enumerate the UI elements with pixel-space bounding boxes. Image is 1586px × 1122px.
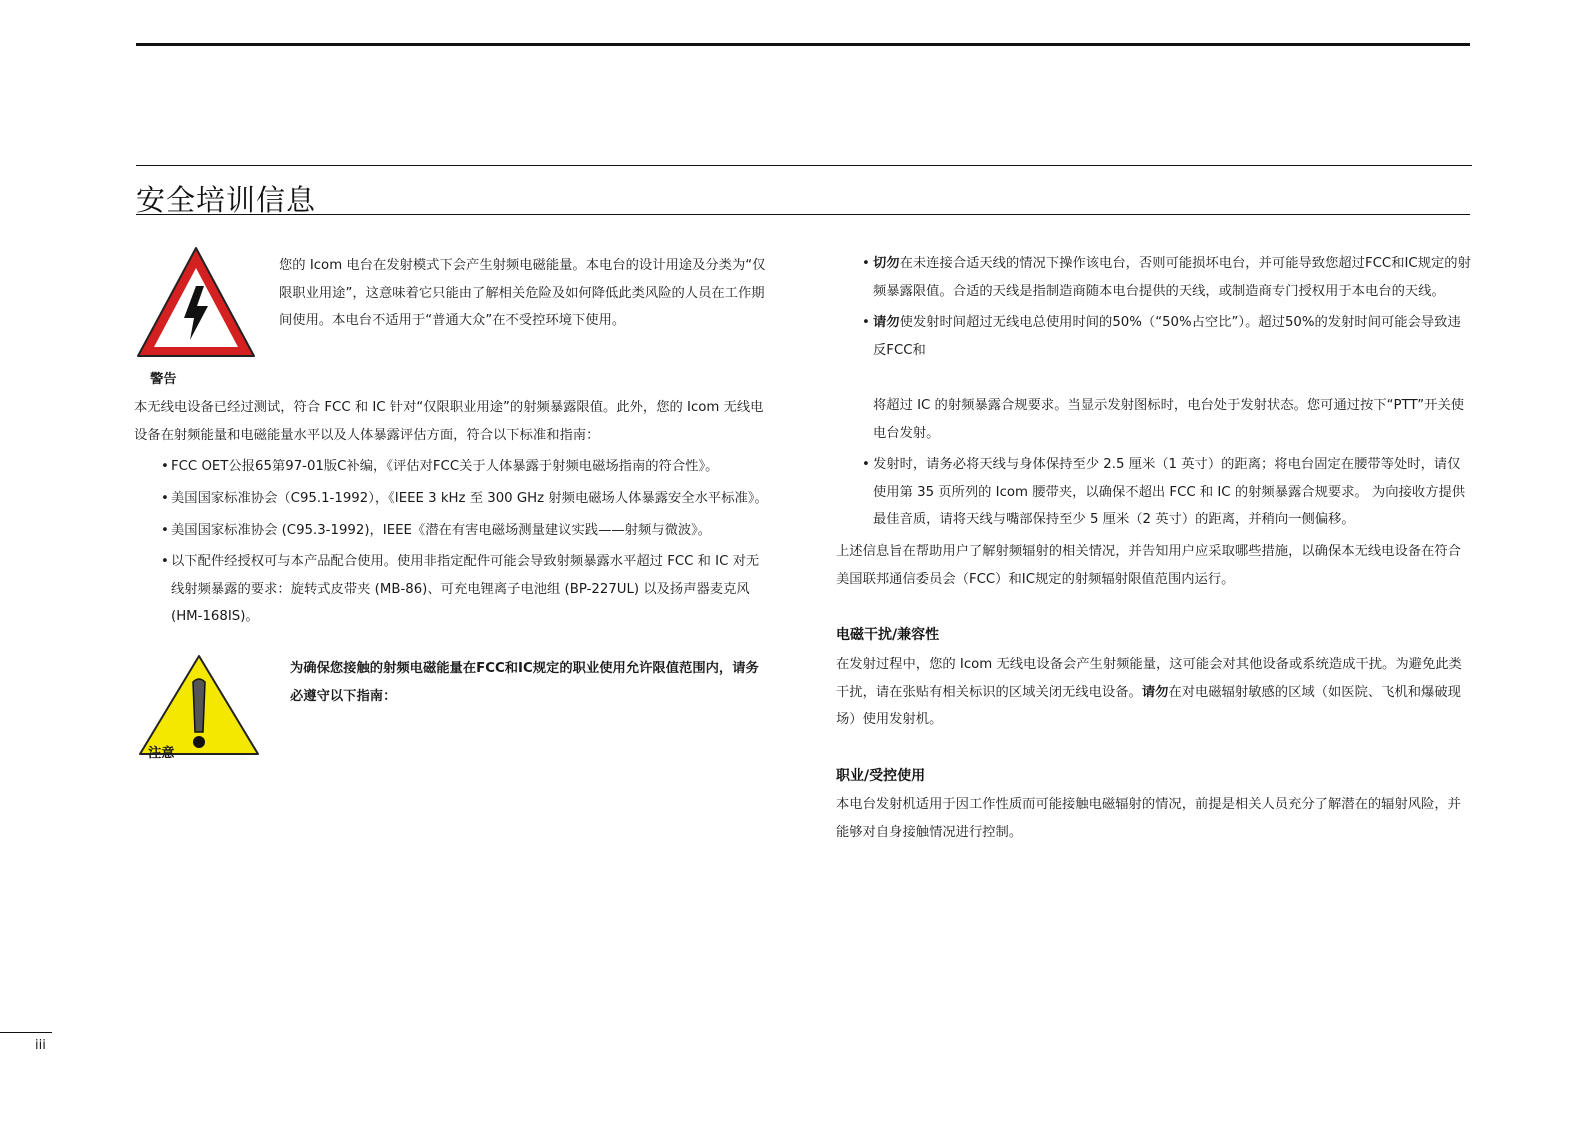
- guideline-2-text: 使发射时间超过无线电总使用时间的50%（“50%占空比”）。超过50%的发射时间可能会导致违反FCC和: [873, 315, 1461, 358]
- caution-label: 注意: [148, 746, 175, 760]
- summary-paragraph: 上述信息旨在帮助用户了解射频辐射的相关情况，并告知用户应采取哪些措施，以确保本无线电设备在符合美国联邦通信委员会（FCC）和IC规定的射频辐射限值范围内运行。: [836, 544, 1461, 587]
- guideline-item-2: [873, 309, 1473, 364]
- emi-heading: 电磁干扰/兼容性: [836, 627, 940, 643]
- title-bottom-rule: [136, 214, 1470, 215]
- standard-item-4: 以下配件经授权可与本产品配合使用。使用非指定配件可能会导致射频暴露水平超过 FCC 和 IC 对无线射频暴露的要求：旋转式皮带夹 (MB-86)、可充电锂离子电池组 (BP-227UL) 以及扬声器麦克风 (HM-168IS)。: [171, 554, 760, 624]
- standard-item-1: FCC OET公报65第97-01版C补编，《评估对FCC关于人体暴露于射频电磁场指南的符合性》。: [171, 459, 719, 474]
- standard-bullet-2: •: [161, 491, 169, 506]
- caution-exclamation-icon: [136, 652, 262, 758]
- standard-bullet-3: •: [161, 523, 169, 538]
- tested-paragraph: 本无线电设备已经过测试，符合 FCC 和 IC 针对“仅限职业用途”的射频暴露限值。此外，您的 Icom 无线电设备在射频能量和电磁能量水平以及人体暴露评估方面，符合以下标准和指南：: [134, 400, 764, 443]
- title-top-rule: [136, 165, 1472, 166]
- standard-item-3: 美国国家标准协会 (C95.3-1992)，IEEE《潜在有害电磁场测量建议实践——射频与微波》。: [171, 523, 712, 538]
- page-number: iii: [35, 1038, 46, 1053]
- guideline-item-3: 发射时，请务必将天线与身体保持至少 2.5 厘米（1 英寸）的距离；将电台固定在腰带等处时，请仅使用第 35 页所列的 Icom 腰带夹，以确保不超出 FCC 和 IC 的射频暴露合规要求。 为向接收方提供最佳音质，请将天线与嘴部保持至少 5 厘米（2 英寸）的距离，并稍向一侧偏移。: [873, 457, 1466, 527]
- guideline-bullet-3: •: [862, 457, 870, 472]
- emi-paragraph: [836, 651, 1472, 734]
- occupational-heading: 职业/受控使用: [836, 768, 926, 784]
- standard-bullet-1: •: [161, 459, 169, 474]
- standard-bullet-4: •: [161, 554, 169, 569]
- guideline-item-2-continued: 将超过 IC 的射频暴露合规要求。当显示发射图标时，电台处于发射状态。您可通过按下“PTT”开关使电台发射。: [873, 398, 1465, 441]
- top-rule: [136, 43, 1470, 46]
- caution-text: 为确保您接触的射频电磁能量在FCC和IC规定的职业使用允许限值范围内，请务必遵守以下指南：: [290, 661, 759, 704]
- guideline-bullet-2: •: [862, 315, 870, 330]
- guideline-bullet-1: •: [862, 256, 870, 271]
- emi-emphasis: 请勿: [1141, 684, 1169, 700]
- guideline-1-text: 在未连接合适天线的情况下操作该电台，否则可能损坏电台，并可能导致您超过FCC和IC规定的射频暴露限值。合适的天线是指制造商随本电台提供的天线，或制造商专门授权用于本电台的天线。: [873, 256, 1471, 299]
- guideline-item-1: [873, 250, 1473, 305]
- warning-label: 警告: [150, 372, 177, 387]
- page-title: 安全培训信息: [136, 183, 317, 217]
- standard-item-2: 美国国家标准协会（C95.1-1992），《IEEE 3 kHz 至 300 GHz 射频电磁场人体暴露安全水平标准》。: [171, 491, 768, 506]
- high-voltage-warning-icon: [134, 244, 258, 360]
- occupational-paragraph: 本电台发射机适用于因工作性质而可能接触电磁辐射的情况，前提是相关人员充分了解潜在的辐射风险，并能够对自身接触情况进行控制。: [836, 797, 1461, 840]
- emi-text-a: 在发射过程中，您的 Icom 无线电设备会产生射频能量，这可能会对其他设备或系统造成干扰。为避免此类干扰，请在张贴有相关标识的区域关闭无线电设备。: [836, 657, 1462, 700]
- page-number-rule: [0, 1032, 52, 1033]
- guideline-1-emphasis: 切勿: [873, 256, 900, 271]
- guideline-2-emphasis: 请勿: [873, 315, 900, 330]
- warning-intro-text: 您的 Icom 电台在发射模式下会产生射频电磁能量。本电台的设计用途及分类为“仅限职业用途”，这意味着它只能由了解相关危险及如何降低此类风险的人员在工作期间使用。本电台不适用于“普通大众”在不受控环境下使用。: [279, 258, 766, 328]
- emi-text-b: 在对电磁辐射敏感的区域（如医院、飞机和爆破现场）使用发射机。: [836, 684, 1461, 727]
